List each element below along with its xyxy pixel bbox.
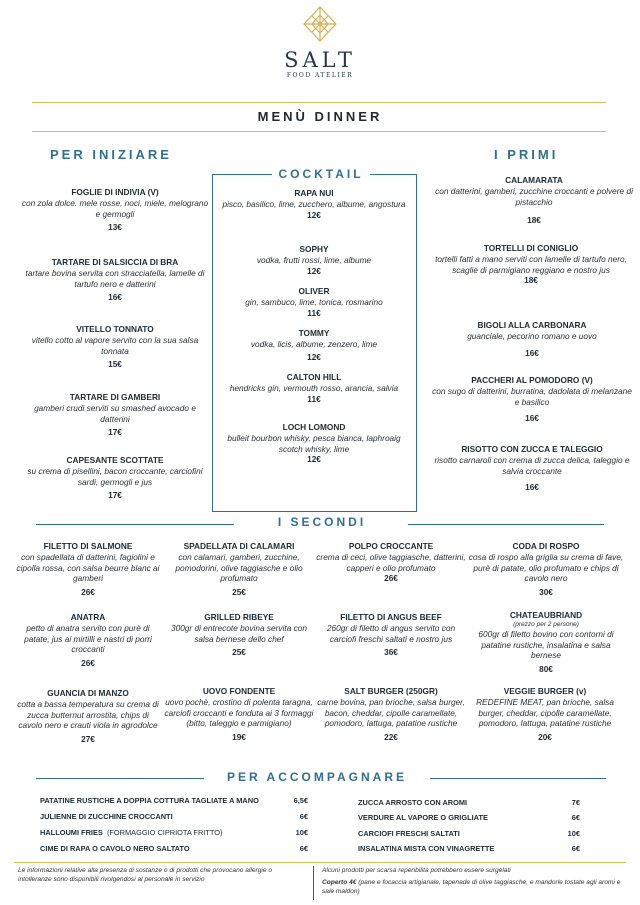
dish-desc: petto di anatra servito con purè di patate, jus ai mirtilli e nastri di porri croccanti xyxy=(24,623,152,654)
dish-price: 18€ xyxy=(524,275,538,285)
dish-capesante-scottate xyxy=(22,455,208,501)
dish-spadellata-di-calamari xyxy=(164,541,314,598)
dish-desc: con zola dolce. mele rosse, noci, miele, melograno e germogli xyxy=(21,198,209,219)
divider-secondi-right xyxy=(408,524,604,525)
cocktail-price: 12€ xyxy=(307,209,321,220)
dish-desc: tartare bovina servita con stracciatella, lamelle di tartufo nero e datterini xyxy=(25,268,205,289)
dish-price: 30€ xyxy=(539,586,553,597)
cocktail-name: CALTON HILL xyxy=(286,372,342,382)
section-i-primi: I PRIMI xyxy=(494,147,559,162)
dish-polpo-croccante xyxy=(316,541,466,584)
dish-desc: 260gr di filetto di angus servito con carciofi freschi saltati e nostro jus xyxy=(326,623,456,644)
side-name: JULIENNE DI ZUCCHINE CROCCANTI xyxy=(40,812,173,821)
side-price: 6,5€ xyxy=(293,796,308,805)
dish-filetto-di-angus xyxy=(316,612,466,658)
coperto-desc: (pane e focaccia artigianale, tapenade di olive taggiasche, e mandorle tostate agli aromi e sale maldon) xyxy=(322,879,621,895)
dish-desc: con datterini, gamberi, zucchine croccanti e polvere di pistacchio xyxy=(435,186,633,207)
divider-secondi-left xyxy=(36,524,234,525)
cocktail-rapa-nui xyxy=(222,188,406,221)
dish-desc: cosa di rospo alla griglia su crema di fave, purè di patate, olio profumato e chips di cavolo nero xyxy=(468,552,624,583)
brand-tagline: FOOD ATELIER xyxy=(286,72,354,79)
dish-desc: guanciale, pecorino romano e uovo xyxy=(467,331,597,341)
dish-desc: con calamari, gamberi, zucchine, pomodorini, olive taggiasche e olio profumato xyxy=(175,552,303,583)
brand-name: SALT xyxy=(284,48,356,72)
side-name: CIME DI RAPA O CAVOLO NERO SALTATO xyxy=(40,844,190,853)
dish-name: CODA DI ROSPO xyxy=(512,541,580,551)
dish-guancia-di-manzo xyxy=(14,688,162,745)
dish-price: 25€ xyxy=(232,586,246,597)
dish-name: RISOTTO CON ZUCCA E TALEGGIO xyxy=(461,444,603,454)
coperto-label: Coperto 4€ xyxy=(322,879,357,886)
dish-price: 15€ xyxy=(108,359,122,369)
side-price: 10€ xyxy=(295,828,308,837)
divider-top xyxy=(32,102,606,103)
side-price: 10€ xyxy=(567,829,580,838)
sides-list-right xyxy=(358,797,580,861)
dish-paccheri-al-pomodoro xyxy=(432,375,632,424)
dish-name: CALAMARATA xyxy=(505,175,563,185)
dish-name: PACCHERI AL POMODORO (V) xyxy=(471,375,593,385)
dish-uovo-fondente xyxy=(162,686,316,743)
dish-desc: carne bovina, pan brioche, salsa burger, bacon, cheddar, cipolle caramellate, pomodoro, lattuga, patatine rustiche xyxy=(317,697,465,728)
footer-allergens: Le informazioni relative alla presenza di sostanze o di prodotti che provocano allergie o intolleranze sono disponibili rivolgendosi al personale in servizio xyxy=(18,867,273,883)
dish-desc: con sugo di datterini, burratina, dadolata di melanzane e basilico xyxy=(432,386,632,407)
dish-desc: uovo pochè, crostino di polenta taragna, carciofi croccanti e fonduta ai 3 formaggi (bitto, taleggio e parmigiano) xyxy=(164,697,314,728)
dish-price: 26€ xyxy=(81,657,95,668)
side-extra: (FORMAGGIO CIPRIOTA FRITTO) xyxy=(106,828,223,837)
dish-desc: 300gr di entrecote bovina servita con salsa bernese dello chef xyxy=(170,623,308,644)
side-name: PATATINE RUSTICHE A DOPPIA COTTURA TAGLIATE A MANO xyxy=(40,796,259,805)
side-price: 6€ xyxy=(299,844,308,853)
footer-separator xyxy=(313,866,314,900)
cocktail-price: 12€ xyxy=(307,351,321,362)
dish-desc: crema di ceci, olive taggiasche, datterini, capperi e olio profumato xyxy=(316,552,466,573)
dish-risotto-con-zucca xyxy=(430,444,634,493)
cocktail-desc: pisco, basilico, lime, zucchero, albume, angostura xyxy=(222,199,406,209)
dish-desc: con spadellata di datterini, fagiolini e cipolla rossa, con salsa beurre blanc ai gamberi xyxy=(16,552,160,583)
dish-price: 80€ xyxy=(539,663,553,674)
dish-bigoli-alla-carbonara xyxy=(434,320,630,359)
cocktail-price: 12€ xyxy=(307,265,321,276)
side-price: 6€ xyxy=(299,812,308,821)
divider-title xyxy=(32,131,606,132)
divider-accompagnare-right xyxy=(430,778,606,779)
dish-price: 13€ xyxy=(108,222,122,232)
dish-tartare-di-salsiccia xyxy=(18,257,212,303)
logo xyxy=(0,6,640,79)
cocktail-tommy xyxy=(222,328,406,363)
dish-veggie-burger xyxy=(466,686,624,743)
cocktail-desc: hendricks gin, vermouth rosso, arancia, salvia xyxy=(229,383,399,393)
dish-desc: gamberi crudi serviti su smashed avocado e datterini xyxy=(34,403,196,424)
dish-price: 26€ xyxy=(384,573,398,583)
dish-name: ANATRA xyxy=(70,612,106,622)
dish-name: GRILLED RIBEYE xyxy=(204,612,274,622)
dish-desc: su crema di pisellini, bacon croccante, carciofini sardi, germogli e jus xyxy=(27,466,203,487)
dish-price: 16€ xyxy=(525,347,539,358)
dish-name: GUANCIA DI MANZO xyxy=(47,688,129,698)
dish-name: FILETTO DI ANGUS BEEF xyxy=(340,612,442,622)
side-price: 6€ xyxy=(571,813,580,822)
dish-salt-burger xyxy=(314,686,468,743)
cocktail-desc: bulleit bourbon whisky, pesca bianca, laphroaig scotch whisky, lime xyxy=(227,433,401,454)
dish-price: 17€ xyxy=(108,490,122,500)
section-per-accompagnare: PER ACCOMPAGNARE xyxy=(226,770,407,784)
dish-foglie-di-indivia xyxy=(20,187,210,233)
dish-name: SPADELLATA DI CALAMARI xyxy=(183,541,295,551)
dish-name: UOVO FONDENTE xyxy=(202,686,276,696)
dish-price: 19€ xyxy=(232,731,246,742)
dish-grilled-ribeye xyxy=(164,612,314,658)
dish-price: 16€ xyxy=(525,413,539,423)
cocktail-name: RAPA NUI xyxy=(294,188,334,198)
dish-desc: 600gr di filetto bovino con contorni di patatine rustiche, insalatina e salsa bernese xyxy=(478,629,614,660)
cocktail-loch-lomond xyxy=(222,422,406,465)
section-i-secondi: I SECONDI xyxy=(277,515,367,529)
side-name: CARCIOFI FRESCHI SALTATI xyxy=(358,829,460,838)
dish-anatra xyxy=(14,612,162,669)
dish-desc: risotto carnaroli con crema di zucca delica, taleggio e salvia croccante xyxy=(434,455,630,476)
section-cocktail: COCKTAIL xyxy=(272,167,370,181)
dish-price: 18€ xyxy=(527,215,541,225)
cocktail-price: 11€ xyxy=(307,393,321,404)
side-name: ZUCCA ARROSTO CON AROMI xyxy=(358,798,468,807)
dish-name: BIGOLI ALLA CARBONARA xyxy=(477,320,587,330)
dish-price: 16€ xyxy=(525,482,539,492)
cocktail-price: 12€ xyxy=(307,454,321,464)
cocktail-desc: vodka, frutti rossi, lime, albume xyxy=(256,255,372,265)
dish-desc: tortelli fatti a mano serviti con lamelle di tartufo nero, scaglie di parmigiano reggiano e nostro jus xyxy=(435,254,627,275)
divider-accompagnare-left xyxy=(36,778,204,779)
dish-chateaubriand xyxy=(468,610,624,675)
side-price: 6€ xyxy=(571,844,580,853)
dish-price: 25€ xyxy=(232,647,246,657)
cocktail-price: 11€ xyxy=(307,307,321,318)
dish-name: POLPO CROCCANTE xyxy=(348,541,434,551)
side-name: INSALATINA MISTA CON VINAGRETTE xyxy=(358,844,495,853)
dish-name: SALT BURGER (250GR) xyxy=(344,686,438,696)
dish-price: 20€ xyxy=(538,731,552,742)
dish-calamarata xyxy=(434,175,634,226)
dish-coda-di-rospo xyxy=(468,541,624,598)
dish-desc: vitello cotto al vapore servito con la sua salsa tonnata xyxy=(31,335,199,356)
footer-frozen: Alcuni prodotti per scarsa reperibilità potrebbero essere surgelati xyxy=(322,867,511,874)
cocktail-desc: vodka, licis, albume, zenzero, lime xyxy=(250,339,378,349)
dish-price: 16€ xyxy=(108,292,122,302)
cocktail-oliver xyxy=(222,286,406,319)
dish-vitello-tonnato xyxy=(30,324,200,370)
dish-name: VITELLO TONNATO xyxy=(76,324,154,334)
dish-name: TARTARE DI GAMBERI xyxy=(69,392,161,402)
dish-note: (prezzo per 2 persone) xyxy=(513,621,579,628)
side-name: HALLOUMI FRIES xyxy=(40,828,103,837)
dish-name: CAPESANTE SCOTTATE xyxy=(66,455,164,465)
cocktail-desc: gin, sambuco, lime, tonica, rosmarino xyxy=(245,297,383,307)
dish-price: 22€ xyxy=(384,731,398,742)
dish-filetto-di-salmone xyxy=(14,541,162,598)
page-title: MENÙ DINNER xyxy=(257,109,383,124)
section-per-iniziare: PER INIZIARE xyxy=(50,147,172,162)
dish-tartare-di-gamberi xyxy=(30,392,200,438)
footer-coperto xyxy=(322,879,634,896)
dish-price: 36€ xyxy=(384,647,398,657)
dish-price: 26€ xyxy=(81,586,95,597)
dish-desc: REDEFINE MEAT, pan brioche, salsa burger, cheddar, cipolle caramellate, pomodoro, lattuga, patatine rustiche xyxy=(476,697,614,728)
sides-list-left xyxy=(40,795,308,859)
cocktail-name: LOCH LOMOND xyxy=(282,422,346,432)
dish-name: TORTELLI DI CONIGLIO xyxy=(483,243,579,253)
cocktail-calton-hill xyxy=(222,372,406,405)
cocktail-sophy xyxy=(222,244,406,277)
dish-name: FILETTO DI SALMONE xyxy=(43,541,133,551)
cocktail-name: SOPHY xyxy=(299,244,329,254)
side-name: VERDURE AL VAPORE O GRIGLIATE xyxy=(358,813,488,822)
divider-footer xyxy=(14,862,626,863)
logo-diamond-icon xyxy=(300,6,340,42)
dish-name: TARTARE DI SALSICCIA DI BRA xyxy=(51,257,179,267)
dish-desc: cotta a bassa temperatura su crema di zucca butternut arrostita, chips di cavolo nero e crauti viola in agrodolce xyxy=(17,699,159,730)
dish-name: VEGGIE BURGER (v) xyxy=(503,686,587,696)
dish-price: 27€ xyxy=(81,733,95,744)
cocktail-name: OLIVER xyxy=(298,286,330,296)
dish-price: 17€ xyxy=(108,427,122,437)
dish-tortelli-di-coniglio xyxy=(426,243,636,286)
dish-name: FOGLIE DI INDIVIA (V) xyxy=(71,187,159,197)
dish-name: CHATEAUBRIAND xyxy=(509,610,583,620)
side-price: 7€ xyxy=(571,798,580,807)
cocktail-name: TOMMY xyxy=(298,328,330,338)
